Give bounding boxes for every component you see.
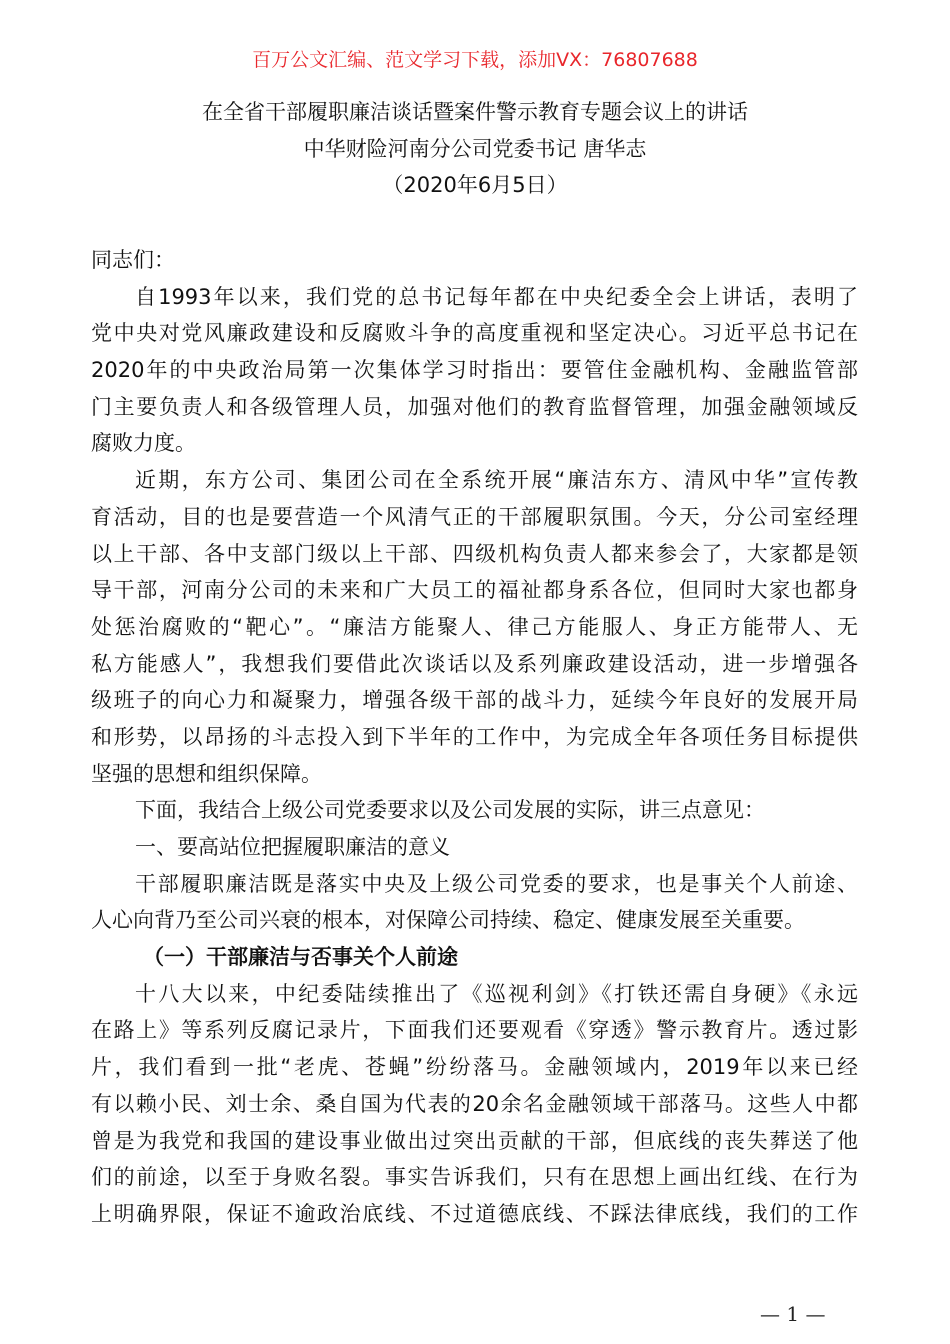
body-text-line: 近期，东方公司、集团公司在全系统开展“廉洁东方、清风中华”宣传教 [135,468,858,493]
body-text-line: 导干部，河南分公司的未来和广大员工的福祉都身系各位，但同时大家也都身 [91,578,858,603]
body-text-line: 坚强的思想和组织保障。 [91,761,322,786]
body-text-line: 育活动，目的也是要营造一个风清气正的干部履职氛围。今天，分公司室经理 [91,504,858,529]
document-body [91,242,858,1233]
body-text-line: 们的前途，以至于身败名裂。事实告诉我们，只有在思想上画出红线、在行为 [91,1165,858,1190]
body-text-line: 有以赖小民、刘士余、桑自国为代表的20余名金融领域干部落马。这些人中都 [91,1091,858,1116]
body-text-line: 级班子的向心力和凝聚力，增强各级干部的战斗力，延续今年良好的发展开局 [91,688,858,713]
body-text-line: 在路上》等系列反腐记录片，下面我们还要观看《穿透》警示教育片。透过影 [91,1018,858,1043]
body-text-line: 下面，我结合上级公司党委要求以及公司发展的实际，讲三点意见： [135,798,765,823]
body-text-line: 以上干部、各中支部门级以上干部、四级机构负责人都来参会了，大家都是领 [91,541,858,566]
body-text-line: 同志们： [91,248,175,272]
document-author: 中华财险河南分公司党委书记 唐华志 [303,137,647,161]
body-text-line: 腐败力度。 [91,431,196,456]
document-date: （2020年6月5日） [382,173,568,197]
body-text-line: 一、要高站位把握履职廉洁的意义 [135,835,450,859]
body-text-line: 上明确界限，保证不逾政治底线、不过道德底线、不踩法律底线，我们的工作 [91,1201,858,1226]
body-text-line: 门主要负责人和各级管理人员，加强对他们的教育监督管理，加强金融领域反 [91,394,858,419]
body-text-line: 人心向背乃至公司兴衰的根本，对保障公司持续、稳定、健康发展至关重要。 [91,908,805,933]
body-text-line: 自1993年以来，我们党的总书记每年都在中央纪委全会上讲话，表明了 [135,284,858,309]
body-text-line: 曾是为我党和我国的建设事业做出过突出贡献的干部，但底线的丧失葬送了他 [91,1128,858,1153]
body-text-line: 党中央对党风廉政建设和反腐败斗争的高度重视和坚定决心。习近平总书记在 [91,321,858,346]
page-number: — 1 — [760,1302,826,1326]
body-text-line: 十八大以来，中纪委陆续推出了《巡视利剑》《打铁还需自身硬》《永远 [135,981,858,1006]
body-text-line: （一）干部廉洁与否事关个人前途 [143,945,458,970]
body-text-line: 干部履职廉洁既是落实中央及上级公司党委的要求，也是事关个人前途、 [135,871,858,896]
watermark-banner: 百万公文汇编、范文学习下载，添加VX：76807688 [252,49,698,71]
body-text-line: 私方能感人”，我想我们要借此次谈话以及系列廉政建设活动，进一步增强各 [91,651,858,676]
body-text-line: 片，我们看到一批“老虎、苍蝇”纷纷落马。金融领域内，2019年以来已经 [91,1055,858,1080]
body-text-line: 2020年的中央政治局第一次集体学习时指出：要管住金融机构、金融监管部 [91,358,858,383]
body-text-line: 和形势，以昂扬的斗志投入到下半年的工作中，为完成全年各项任务目标提供 [91,724,858,749]
document-title: 在全省干部履职廉洁谈话暨案件警示教育专题会议上的讲话 [202,100,748,124]
body-text-line: 处惩治腐败的“靶心”。“廉洁方能聚人、律己方能服人、身正方能带人、无 [91,614,858,639]
